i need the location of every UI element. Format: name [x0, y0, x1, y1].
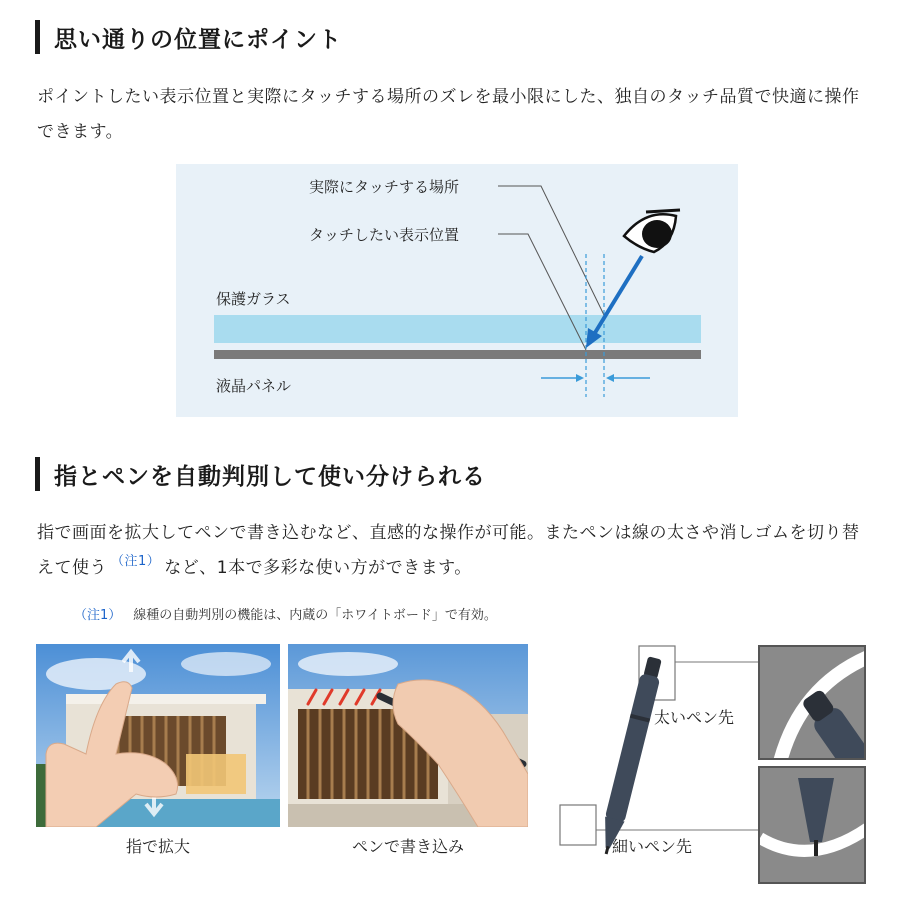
finger-zoom-caption: 指で拡大: [125, 837, 190, 856]
description-text: 指で画面を拡大してペンで書き込むなど、直感的な操作が可能。またペンは線の太さや消しゴムを切り替えて使う: [37, 523, 860, 578]
footnote: [74, 604, 497, 623]
finger-zoom-illustration: [36, 644, 280, 827]
thick-tip-illustration: [760, 647, 866, 760]
footnote-reference[interactable]: （注1）: [111, 554, 161, 569]
finger-zoom-photo: [36, 644, 280, 827]
thin-tip-illustration: [760, 768, 866, 884]
touch-accuracy-diagram: [176, 164, 738, 417]
section-heading-pointing: [35, 20, 342, 54]
stylus-pen-graphic: [555, 640, 765, 865]
footnote-text: 線種の自動判別の機能は、内蔵の「ホワイトボード」で有効。: [133, 608, 497, 623]
label-intended-position: タッチしたい表示位置: [309, 226, 460, 244]
pen-writing-caption: ペンで書き込み: [351, 837, 464, 856]
thick-tip-closeup: [758, 645, 866, 760]
leader-line-actual: [498, 186, 604, 315]
thin-tip-callout-box: [560, 805, 596, 845]
heading-bar: [35, 20, 40, 54]
footnote-tag: （注1）: [74, 608, 122, 623]
pen-writing-illustration: [288, 644, 528, 827]
heading-bar: [35, 457, 40, 491]
eye-icon: [624, 210, 680, 252]
lcd-panel-layer: [214, 350, 701, 359]
section-title: 思い通りの位置にポイント: [54, 26, 342, 53]
section-description: [37, 516, 867, 587]
pen-writing-photo: [288, 644, 528, 827]
thin-tip-closeup: [758, 766, 866, 884]
label-protective-glass: 保護ガラス: [216, 290, 291, 308]
description-text: など、1本で多彩な使い方ができます。: [164, 558, 472, 578]
label-lcd-panel: 液晶パネル: [216, 377, 292, 395]
thick-tip-label: 太いペン先: [654, 708, 735, 727]
section-title: 指とペンを自動判別して使い分けられる: [54, 463, 486, 490]
protective-glass-layer: [214, 315, 701, 343]
section-heading-auto-detect: [35, 457, 486, 491]
thin-tip-label: 細いペン先: [612, 837, 693, 856]
label-actual-touch: 実際にタッチする場所: [309, 178, 460, 196]
section-description: ポイントしたい表示位置と実際にタッチする場所のズレを最小限にした、独自のタッチ品質で快適に操作できます。: [37, 87, 860, 142]
